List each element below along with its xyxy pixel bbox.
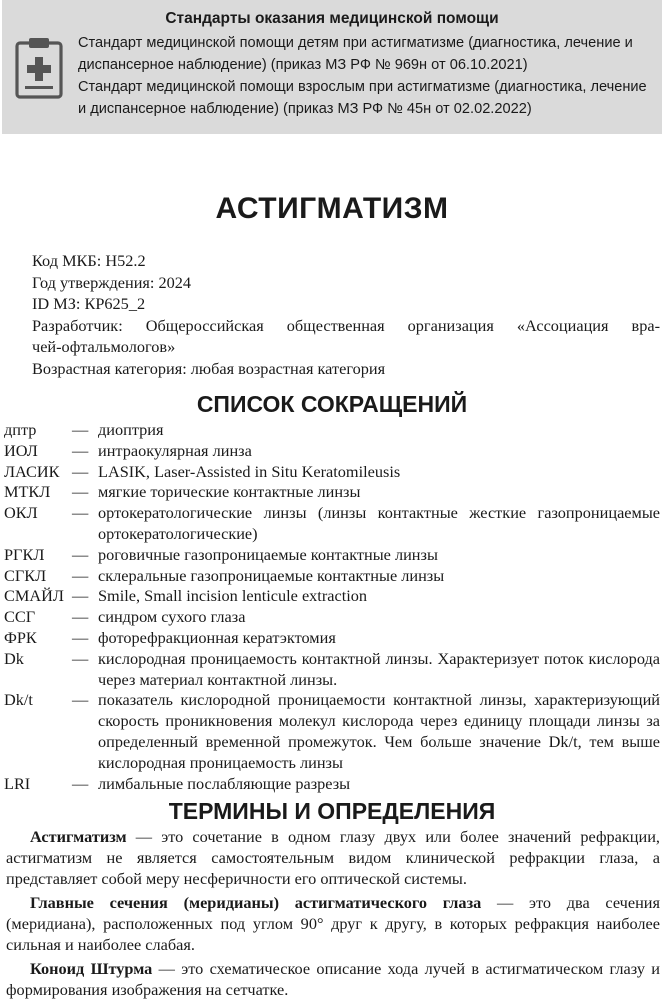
abbreviation-row: [4, 774, 660, 795]
abbreviation-term: МТКЛ: [4, 482, 51, 502]
abbreviation-definition: показатель кислородной проницаемости контактной линзы, характеризующий скорость проникновения молекул кислорода через единицу площади линзы за определенный временной промежуток. Чем больше значение Dk/t, тем выше кислородная проницаемость линзы: [98, 690, 660, 772]
abbreviation-term: ССГ: [4, 607, 36, 627]
abbreviation-term: ФРК: [4, 627, 37, 647]
abbreviation-row: [4, 690, 660, 773]
term-definition: [6, 892, 660, 955]
standard-item: Стандарт медицинской помощи взрослым при астигматизме (диагностика, лечение и диспансерное наблюдение) (приказ МЗ РФ № 45н от 02.02.2022): [78, 79, 647, 117]
abbreviations-heading: СПИСОК СОКРАЩЕНИЙ: [196, 391, 468, 417]
abbreviation-term: СМАЙЛ: [4, 586, 64, 606]
term-name: Главные сечения (меридианы) астигматического глаза: [30, 893, 482, 912]
term-text: — это два сечения (меридиана), расположенных под углом 90° друг к другу, в которых рефракция наиболее сильная и наиболее слабая.: [6, 893, 660, 954]
abbreviation-row: [4, 482, 660, 503]
term-name: Астигматизм: [30, 827, 127, 846]
abbreviation-definition: LASIK, Laser-Assisted in Situ Keratomileusis: [98, 461, 401, 481]
abbreviation-definition: роговичные газопроницаемые контактные линзы: [98, 544, 438, 564]
standards-list: [78, 32, 658, 120]
abbreviation-definition: кислородная проницаемость контактной линзы. Характеризует поток кислорода через материал контактной линзы.: [98, 648, 660, 689]
medical-clipboard-icon: [14, 36, 64, 100]
term-definition: [6, 826, 660, 889]
developer-line-1: Разработчик: Общероссийская общественная организация «Ассоциация вра-: [32, 315, 660, 335]
abbreviation-dash: —: [72, 482, 89, 502]
abbreviation-term: LRI: [4, 773, 31, 793]
abbreviation-dash: —: [72, 461, 89, 481]
developer-line-2: чей-офтальмологов»: [32, 337, 176, 356]
abbreviations-list: [4, 420, 660, 794]
abbreviation-definition: лимбальные послабляющие разрезы: [98, 773, 351, 793]
abbreviation-row: [4, 545, 660, 566]
age-category: Возрастная категория: любая возрастная категория: [32, 358, 386, 378]
abbreviation-term: СГКЛ: [4, 565, 47, 585]
abbreviation-definition: ортокератологические линзы (линзы контактные жесткие газопроницаемые ортокератологические): [98, 503, 660, 543]
abbreviation-term: Dk/t: [4, 690, 33, 710]
abbreviation-definition: Smile, Small incision lenticule extraction: [98, 586, 368, 606]
standards-title: Стандарты оказания медицинской помощи: [165, 10, 499, 27]
term-text: — это схематическое описание хода лучей в астигматическом глазу и формирования изображения на сетчатке.: [6, 959, 660, 999]
abbreviation-definition: фоторефракционная кератэктомия: [98, 627, 336, 647]
abbreviation-row: [4, 462, 660, 483]
abbreviation-dash: —: [72, 565, 89, 585]
abbreviation-term: дптр: [4, 420, 37, 439]
abbreviation-dash: —: [72, 648, 89, 668]
abbreviation-term: ИОЛ: [4, 440, 38, 460]
abbreviation-row: [4, 441, 660, 462]
abbreviation-row: [4, 628, 660, 649]
abbreviation-dash: —: [72, 440, 89, 460]
abbreviation-term: РГКЛ: [4, 544, 45, 564]
abbreviation-dash: —: [72, 586, 89, 606]
abbreviation-row: [4, 503, 660, 545]
standard-item: Стандарт медицинской помощи детям при астигматизме (диагностика, лечение и диспансерное наблюдение) (приказ МЗ РФ № 969н от 06.10.2021): [78, 35, 633, 73]
abbreviation-dash: —: [72, 690, 89, 710]
abbreviation-row: [4, 420, 660, 441]
abbreviation-dash: —: [72, 607, 89, 627]
ministry-id: ID МЗ: КР625_2: [32, 294, 146, 313]
abbreviation-dash: —: [72, 773, 89, 793]
document-metadata: [32, 250, 660, 379]
abbreviation-dash: —: [72, 544, 89, 564]
abbreviation-row: [4, 649, 660, 691]
abbreviation-term: ЛАСИК: [4, 461, 60, 481]
term-name: Коноид Штурма: [30, 959, 153, 978]
standards-box: [2, 0, 662, 134]
abbreviation-row: [4, 566, 660, 587]
icd-code: Код МКБ: H52.2: [32, 251, 146, 270]
abbreviation-dash: —: [72, 420, 89, 439]
term-definition: [6, 958, 660, 1000]
abbreviation-term: Dk: [4, 648, 24, 668]
abbreviation-definition: синдром сухого глаза: [98, 607, 246, 627]
abbreviation-row: [4, 607, 660, 628]
abbreviation-definition: диоптрия: [98, 420, 164, 439]
abbreviation-dash: —: [72, 503, 89, 523]
approval-year: Год утверждения: 2024: [32, 272, 192, 292]
terms-heading: ТЕРМИНЫ И ОПРЕДЕЛЕНИЯ: [168, 798, 496, 824]
abbreviation-dash: —: [72, 627, 89, 647]
abbreviation-definition: интраокулярная линза: [98, 440, 252, 460]
abbreviation-definition: мягкие торические контактные линзы: [98, 482, 361, 502]
term-text: — это сочетание в одном глазу двух или более значений рефракции, астигматизм не является самостоятельным видом клинической рефракции глаза, а представляет собой меру несферичности его оптической системы.: [6, 827, 660, 888]
terms-list: [6, 826, 660, 1003]
abbreviation-row: [4, 586, 660, 607]
page-title: АСТИГМАТИЗМ: [215, 192, 449, 225]
abbreviation-term: ОКЛ: [4, 503, 38, 523]
abbreviation-definition: склеральные газопроницаемые контактные линзы: [98, 565, 445, 585]
